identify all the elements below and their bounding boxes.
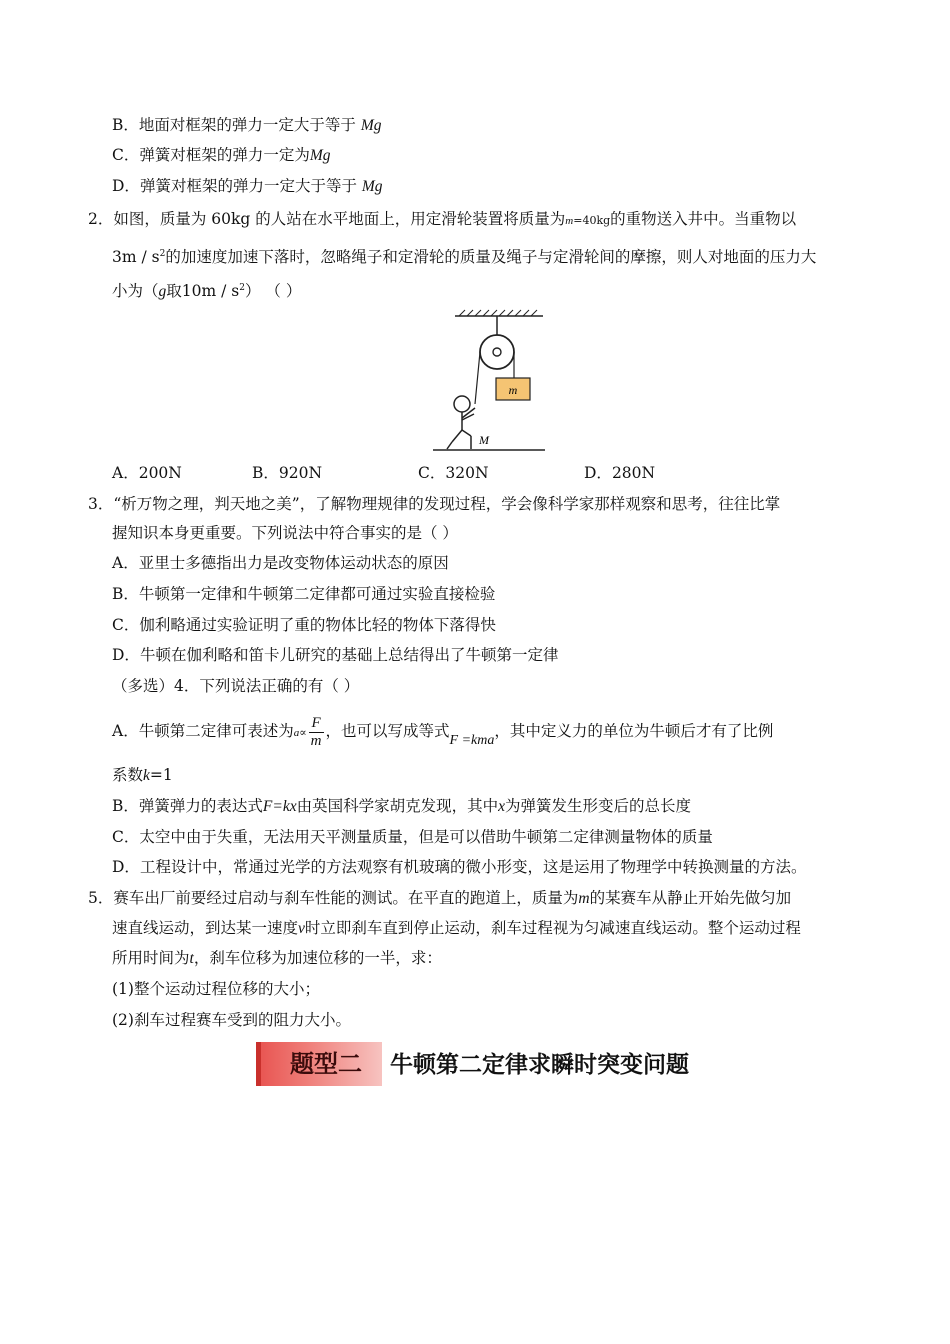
- section-tag: 题型二: [290, 1050, 362, 1078]
- q5-line2: 速直线运动，到达某一速度v时立即刹车直到停止运动，刹车过程视为匀减速直线运动。整个运动过程: [112, 919, 801, 937]
- q4-option-d: D．工程设计中，常通过光学的方法观察有机玻璃的微小形变，这是运用了物理学中转换测量的方法。: [112, 858, 807, 876]
- q1-option-c: C．弹簧对框架的弹力一定为Mg: [112, 146, 331, 164]
- q5-sub2: (2)刹车过程赛车受到的阻力大小。: [112, 1011, 351, 1029]
- q3-line2: 握知识本身更重要。下列说法中符合事实的是（ ）: [112, 524, 458, 542]
- q3-option-a: A．亚里士多德指出力是改变物体运动状态的原因: [112, 554, 449, 572]
- q3-option-b: B．牛顿第一定律和牛顿第二定律都可通过实验直接检验: [112, 585, 496, 603]
- q3-line1: 3．“析万物之理，判天地之美”，了解物理规律的发现过程，学会像科学家那样观察和思考，往往比掌: [88, 495, 781, 513]
- q3-option-c: C．伽利略通过实验证明了重的物体比轻的物体下落得快: [112, 616, 496, 634]
- q5-line1: 5．赛车出厂前要经过启动与刹车性能的测试。在平直的跑道上，质量为m的某赛车从静止开始先做匀加: [88, 889, 792, 907]
- section-tag-accent: [256, 1042, 261, 1086]
- q4-option-c: C．太空中由于失重，无法用天平测量质量，但是可以借助牛顿第二定律测量物体的质量: [112, 828, 713, 846]
- pulley-figure: [425, 308, 555, 454]
- q2-option-d: D．280N: [584, 464, 656, 482]
- q5-sub1: (1)整个运动过程位移的大小；: [112, 980, 320, 998]
- q4-option-b: B．弹簧弹力的表达式F=kx由英国科学家胡克发现，其中x为弹簧发生形变后的总长度: [112, 797, 692, 815]
- q2-line1: 2．如图，质量为 60kg 的人站在水平地面上，用定滑轮装置将质量为m=40kg的重物送入井中。当重物以: [88, 210, 797, 228]
- person-label: M: [479, 433, 489, 447]
- q5-line3: 所用时间为t，刹车位移为加速位移的一半，求：: [112, 949, 442, 967]
- pulley-hub: [493, 348, 501, 356]
- q4-header: （多选）4．下列说法正确的有（ ）: [112, 677, 360, 695]
- q1-option-d: D．弹簧对框架的弹力一定大于等于 Mg: [112, 177, 383, 195]
- q1-option-b: B．地面对框架的弹力一定大于等于 Mg: [112, 116, 382, 134]
- q4-option-a: A．牛顿第二定律可表述为a∝ $\frac{F}{m}$ ，也可以写成等式F =kma，其中定义力的单位为牛顿后才有了比例: [112, 714, 774, 749]
- section-title: 牛顿第二定律求瞬时突变问题: [390, 1052, 689, 1078]
- q2-option-b: B．920N: [252, 464, 323, 482]
- q2-option-c: C．320N: [418, 464, 489, 482]
- q2-line3: 小为（g取$10m / s^2$） （ ）: [112, 282, 302, 300]
- q4-option-a-cont: 系数k=1: [112, 766, 173, 784]
- person-body: [447, 408, 475, 449]
- q2-line2: $3m / s^2$的加速度加速下落时，忽略绳子和定滑轮的质量及绳子与定滑轮间的摩擦，则人对地面的压力大: [112, 248, 817, 266]
- fraction-f-over-m: $\frac{F}{m}$: [310, 714, 322, 749]
- q2-option-a: A．200N: [112, 464, 182, 482]
- ceiling-hatching: [459, 310, 537, 316]
- person-head: [454, 396, 470, 412]
- q3-option-d: D．牛顿在伽利略和笛卡儿研究的基础上总结得出了牛顿第一定律: [112, 646, 559, 664]
- box-label: m: [508, 383, 518, 397]
- rope-to-person: [475, 352, 480, 404]
